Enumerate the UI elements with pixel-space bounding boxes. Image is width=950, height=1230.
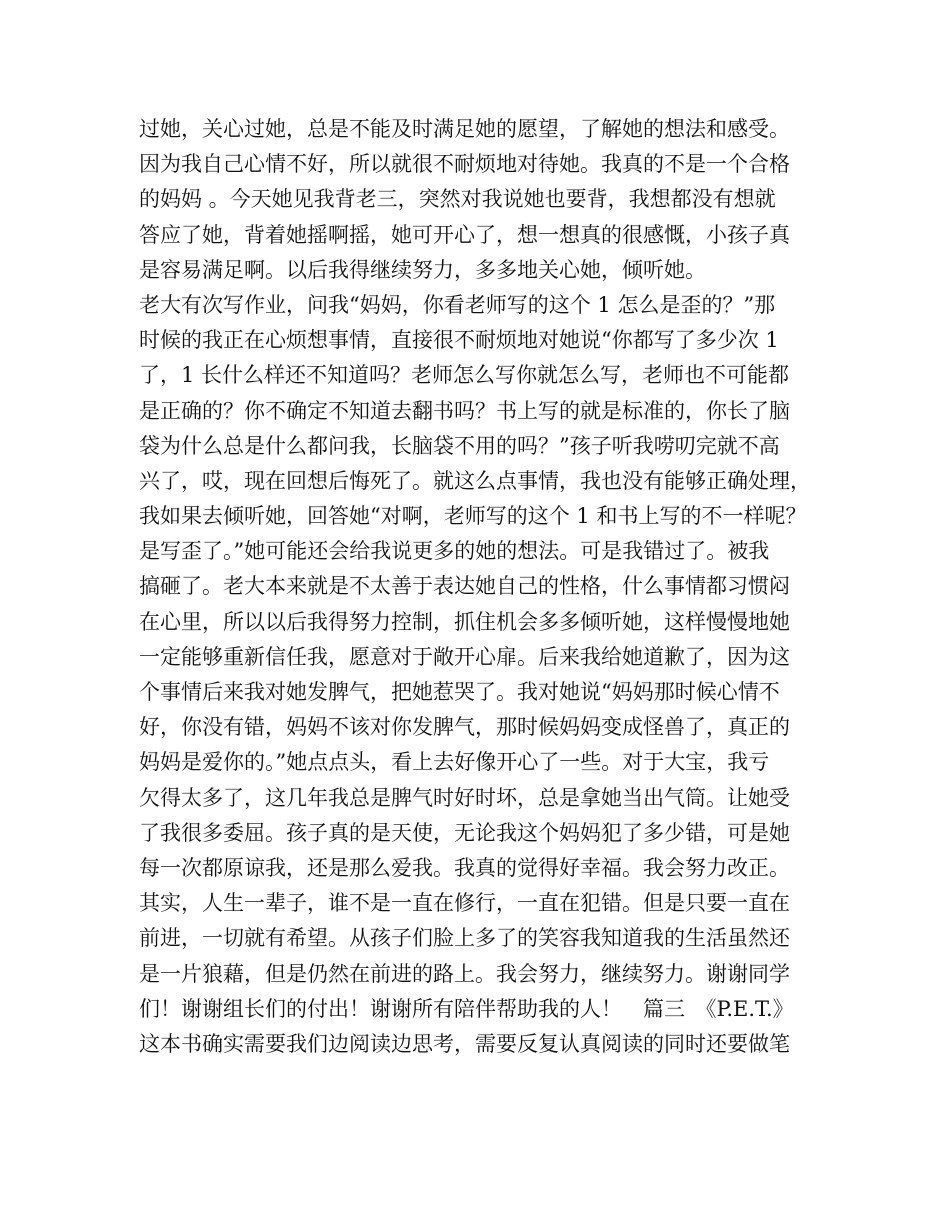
text-line: 搞砸了。老大本来就是不太善于表达她自己的性格，什么事情都习惯闷 [139, 574, 790, 599]
text-line: 了我很多委屈。孩子真的是天使，无论我这个妈妈犯了多少错，可是她 [139, 820, 790, 845]
text-line: 我如果去倾听她，回答她“对啊，老师写的这个 1 和书上写的不一样呢？ [139, 504, 807, 529]
text-line: 在心里，所以以后我得努力控制，抓住机会多多倾听她，这样慢慢地她 [139, 609, 790, 634]
text-line: 兴了，哎，现在回想后悔死了。就这么点事情，我也没有能够正确处理， [139, 468, 811, 493]
text-line: 了，1 长什么样还不知道吗？老师怎么写你就怎么写，老师也不可能都 [139, 363, 790, 388]
text-line: 一定能够重新信任我，愿意对于敞开心扉。后来我给她道歉了，因为这 [139, 644, 790, 669]
text-line: 好，你没有错，妈妈不该对你发脾气，那时候妈妈变成怪兽了，真正的 [139, 715, 790, 740]
text-line: 前进，一切就有希望。从孩子们脸上多了的笑容我知道我的生活虽然还 [139, 926, 790, 951]
text-line: 的妈妈 。今天她见我背老三，突然对我说她也要背，我想都没有想就 [139, 187, 776, 212]
text-line: 欠得太多了，这几年我总是脾气时好时坏，总是拿她当出气筒。让她受 [139, 785, 790, 810]
text-line: 因为我自己心情不好，所以就很不耐烦地对待她。我真的不是一个合格 [139, 152, 790, 177]
text-line: 答应了她，背着她摇啊摇，她可开心了，想一想真的很感慨，小孩子真 [139, 222, 790, 247]
text-line: 老大有次写作业，问我“妈妈，你看老师写的这个 1 怎么是歪的？”那 [139, 292, 776, 317]
text-line: 其实，人生一辈子，谁不是一直在修行，一直在犯错。但是只要一直在 [139, 891, 790, 916]
text-line: 这本书确实需要我们边阅读边思考，需要反复认真阅读的同时还要做笔 [139, 1031, 790, 1056]
text-line: 个事情后来我对她发脾气，把她惹哭了。我对她说“妈妈那时候心情不 [139, 680, 780, 704]
text-line: 袋为什么总是什么都问我，长脑袋不用的吗？”孩子听我唠叨完就不高 [139, 433, 780, 458]
text-line: 时候的我正在心烦想事情，直接很不耐烦地对她说“你都写了多少次 1 [139, 328, 779, 353]
text-line: 是一片狼藉，但是仍然在前进的路上。我会努力，继续努力。谢谢同学 [139, 961, 790, 986]
body-text [139, 112, 829, 1062]
text-line: 们！谢谢组长们的付出！谢谢所有陪伴帮助我的人！ 篇三 《P.E.T.》 [139, 996, 794, 1021]
text-line: 是写歪了。”她可能还会给我说更多的她的想法。可是我错过了。被我 [139, 539, 770, 564]
text-line: 是容易满足啊。以后我得继续努力，多多地关心她，倾听她。 [139, 257, 706, 282]
text-line: 是正确的？你不确定不知道去翻书吗？书上写的就是标准的，你长了脑 [139, 398, 790, 423]
text-line: 每一次都原谅我，还是那么爱我。我真的觉得好幸福。我会努力改正。 [139, 855, 790, 880]
text-line: 妈妈是爱你的。”她点点头，看上去好像开心了一些。对于大宝，我亏 [139, 750, 770, 775]
text-line: 过她，关心过她，总是不能及时满足她的愿望，了解她的想法和感受。 [139, 117, 790, 141]
